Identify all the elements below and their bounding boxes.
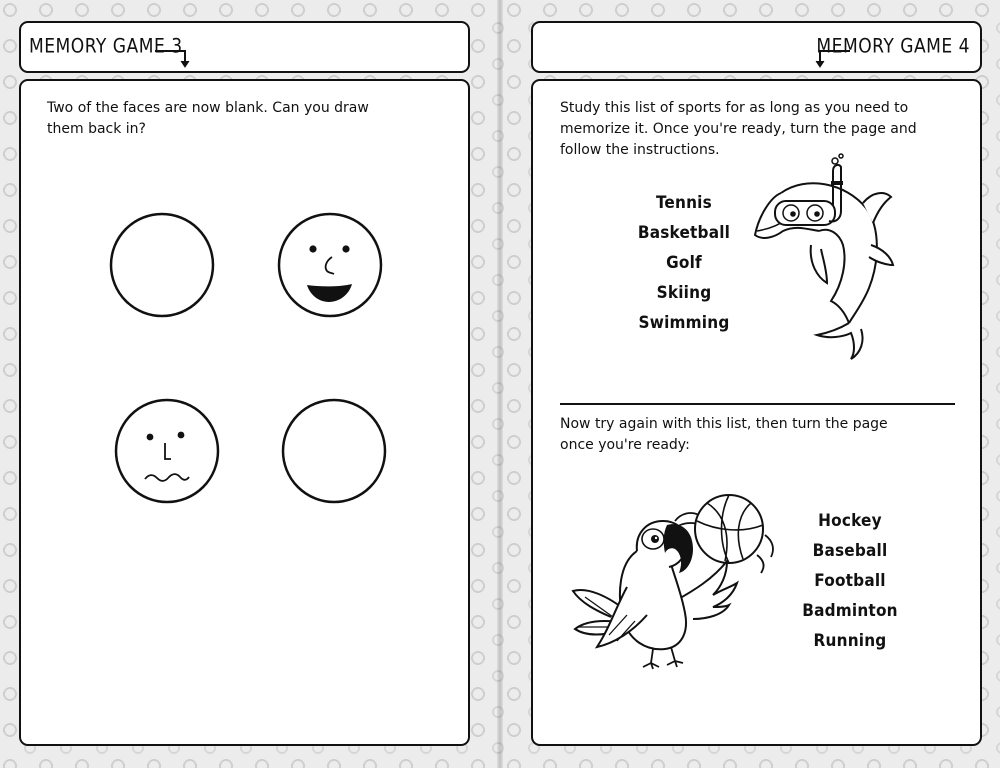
sports-list-2 [790, 506, 910, 656]
left-title-bar [19, 21, 470, 73]
sport-item: Baseball [812, 541, 888, 561]
sport-item: Swimming [638, 313, 730, 333]
sport-item: Golf [666, 253, 702, 273]
worried-face [112, 397, 222, 507]
left-instructions: Two of the faces are now blank. Can you draw them back in? [47, 100, 369, 137]
dolphin-snorkel-illustration [751, 153, 901, 363]
right-page-title: MEMORY GAME 4 [816, 34, 970, 58]
sports-list-1 [629, 188, 739, 338]
parrot-basketball-illustration [567, 491, 797, 691]
left-page-title: MEMORY GAME 3 [29, 34, 183, 58]
sport-item: Football [814, 571, 886, 591]
sport-item: Hockey [818, 511, 882, 531]
smiling-face [275, 211, 385, 321]
sport-item: Tennis [656, 193, 712, 213]
sport-item: Skiing [656, 283, 712, 303]
book-gutter [497, 0, 503, 768]
sport-item: Badminton [802, 601, 898, 621]
blank-face-1 [107, 211, 217, 321]
sport-item: Running [813, 631, 887, 651]
right-instructions-1: Study this list of sports for as long as you need to memorize it. Once you're ready, turn the page and follow the instructions. [560, 100, 917, 158]
left-content-panel [19, 79, 470, 746]
arrow-down-right-icon [154, 43, 194, 69]
right-content-panel [531, 79, 982, 746]
blank-face-2 [279, 397, 389, 507]
section-divider [560, 403, 955, 405]
right-title-bar [531, 21, 982, 73]
sport-item: Basketball [637, 223, 731, 243]
right-instructions-2: Now try again with this list, then turn the page once you're ready: [560, 416, 888, 453]
